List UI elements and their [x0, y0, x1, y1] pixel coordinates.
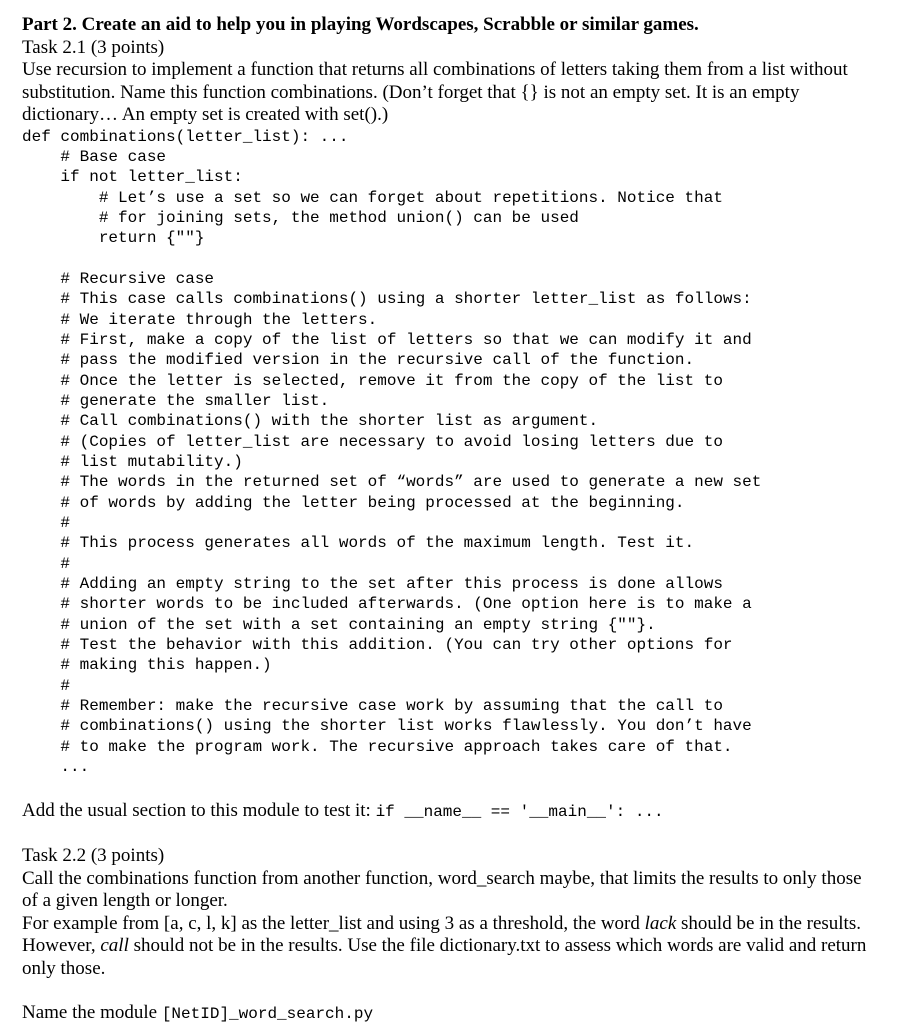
module-filename: [NetID]_word_search.py — [161, 1005, 374, 1023]
code-line: return {""} — [22, 229, 205, 248]
task22-description-2-after: should not be in the results. Use the file dictionary.txt to assess which words are valid and return only those. — [22, 935, 867, 979]
code-line: # union of the set with a set containing an empty string {""}. — [22, 615, 656, 634]
code-line: # making this happen.) — [22, 656, 272, 675]
code-line: # list mutability.) — [22, 453, 243, 471]
code-line: # We iterate through the letters. — [22, 310, 378, 329]
code-line: # combinations() using the shorter list works flawlessly. You don’t have — [22, 717, 752, 736]
task21-description: Use recursion to implement a function that returns all combinations of letters taking them from a list without substitution. Name this function combinations. (Don’t forget that {} is not an empty set. It is an empty dictionary… An empty set is created with set().) — [22, 59, 848, 125]
code-line: # First, make a copy of the list of letters so that we can modify it and — [22, 330, 752, 349]
code-line: ... — [22, 758, 90, 777]
code-line — [22, 249, 882, 269]
task22-title: Task 2.2 (3 points) — [22, 845, 165, 866]
test-section-instruction — [22, 800, 882, 824]
code-line: # Let’s use a set so we can forget about repetitions. Notice that — [22, 188, 723, 207]
task22-description-1: Call the combinations function from another function, word_search maybe, that limits the results to only those of a given length or longer. — [22, 867, 862, 911]
code-line: # The words in the returned set of “words” are used to generate a new set — [22, 473, 762, 492]
code-line: # generate the smaller list. — [22, 391, 330, 410]
code-line: # shorter words to be included afterwards. (One option here is to make a — [22, 595, 752, 614]
code-line: # Recursive case — [22, 269, 215, 288]
code-line: # Test the behavior with this addition. (You can try other options for — [22, 636, 733, 655]
code-line: # (Copies of letter_list are necessary to avoid losing letters due to — [22, 432, 723, 451]
code-line: # — [22, 554, 71, 573]
code-line: # Base case — [22, 147, 167, 166]
code-line: # Call combinations() with the shorter list as argument. — [22, 412, 599, 431]
code-line: # of words by adding the letter being processed at the beginning. — [22, 493, 685, 512]
code-line: if not letter_list: — [22, 168, 243, 187]
code-line: # to make the program work. The recursive approach takes care of that. — [22, 737, 733, 756]
assignment-page — [22, 14, 882, 1026]
task21-title: Task 2.1 (3 points) — [22, 36, 165, 58]
task22-description-2-before: For example from [a, c, l, k] as the letter_list and using 3 as a threshold, the word — [22, 912, 645, 934]
test-section-text: Add the usual section to this module to test it: — [22, 799, 371, 821]
code-line: # This process generates all words of the maximum length. Test it. — [22, 534, 695, 553]
code-line: # Once the letter is selected, remove it from the copy of the list to — [22, 371, 723, 390]
code-line: # Remember: make the recursive case work by assuming that the call to — [22, 697, 723, 716]
task22-description-2 — [22, 913, 882, 981]
test-section-code: if __name__ == '__main__': ... — [375, 802, 664, 821]
module-name-instruction — [22, 1002, 882, 1026]
task22-description-2-middle: should be in the results. However, — [22, 912, 861, 956]
code-line: # This case calls combinations() using a shorter letter_list as follows: — [22, 290, 752, 309]
part2-heading: Part 2. Create an aid to help you in playing Wordscapes, Scrabble or similar games. — [22, 14, 699, 35]
module-label: Name the module — [22, 1002, 158, 1023]
code-line: # pass the modified version in the recursive call of the function. — [22, 351, 695, 370]
combinations-code-block — [22, 127, 882, 778]
code-line: # — [22, 676, 71, 695]
example-word-call: call — [100, 935, 129, 956]
code-line: # Adding an empty string to the set after this process is done allows — [22, 575, 723, 594]
code-line: def combinations(letter_list): ... — [22, 127, 349, 146]
code-line: # for joining sets, the method union() can be used — [22, 208, 579, 227]
code-line: # — [22, 514, 71, 533]
example-word-lack: lack — [644, 912, 677, 934]
